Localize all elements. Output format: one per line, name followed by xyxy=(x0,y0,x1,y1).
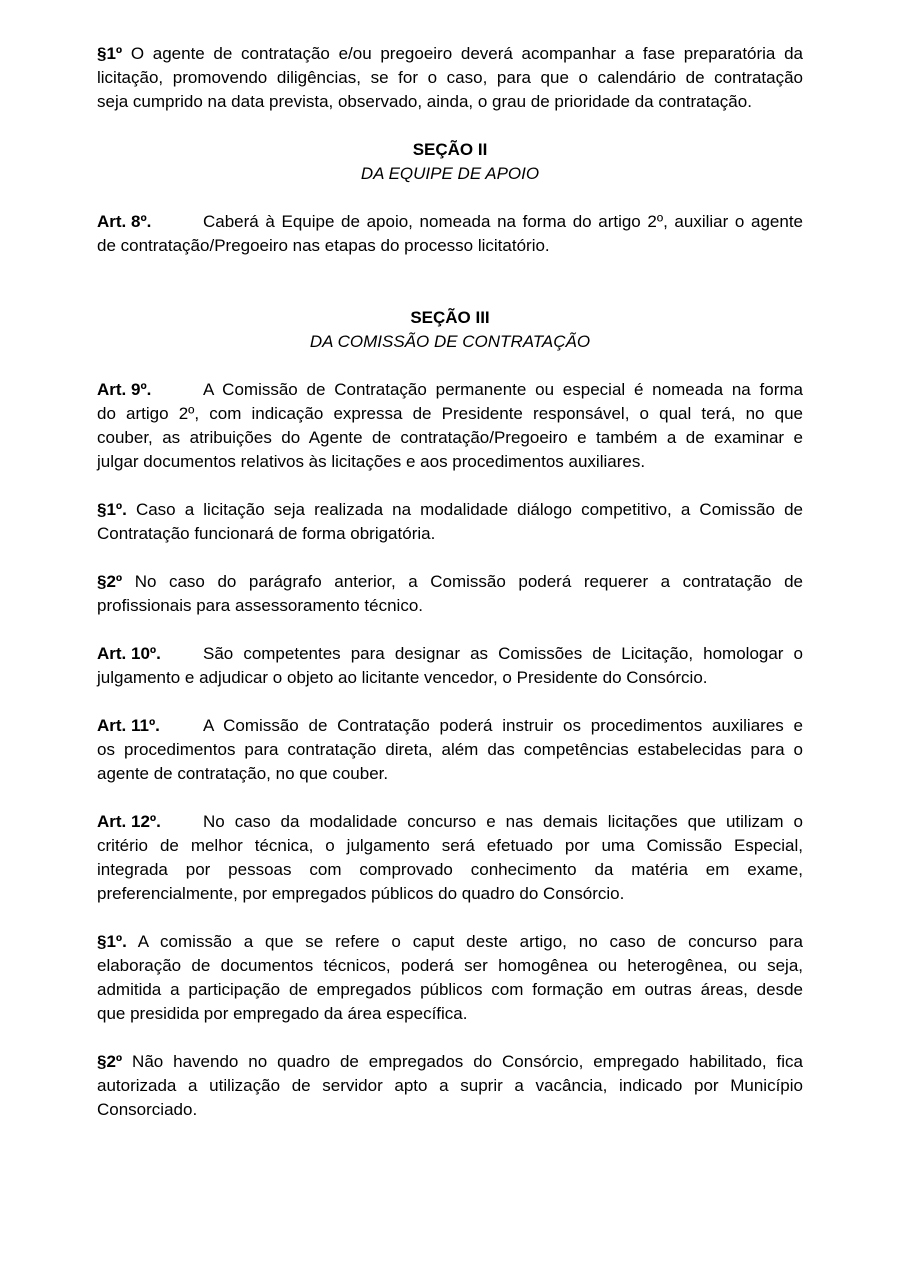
line-text: preferencialmente, por empregados públicos do quadro do Consórcio. xyxy=(97,884,625,903)
line-text: Consorciado. xyxy=(97,1100,198,1119)
text-line xyxy=(97,210,803,234)
paragraph-label: §2º xyxy=(97,1052,123,1071)
text-line xyxy=(97,642,803,666)
line-text: agente de contratação, no que couber. xyxy=(97,764,389,783)
paragraph-label: §1º xyxy=(97,44,123,63)
paragraph-label: §2º xyxy=(97,572,123,591)
line-text: No caso do parágrafo anterior, a Comissão poderá requerer a contratação de xyxy=(134,572,803,591)
text-line xyxy=(97,1002,803,1026)
line-text: No caso da modalidade concurso e nas demais licitações que utilizam o xyxy=(203,812,803,831)
text-line xyxy=(97,498,803,522)
line-text: do artigo 2º, com indicação expressa de Presidente responsável, o qual terá, no que xyxy=(97,404,803,423)
paragraph-label: Art. 8º. xyxy=(97,212,152,231)
text-line xyxy=(97,834,803,858)
paragraph-label: Art. 10º. xyxy=(97,644,161,663)
paragraph-label: §1º. xyxy=(97,500,127,519)
paragraph xyxy=(97,642,803,690)
section-title: SEÇÃO II xyxy=(412,140,488,159)
line-text: admitida a participação de empregados públicos com formação em outras áreas, desde xyxy=(97,980,803,999)
line-text: A comissão a que se refere o caput deste artigo, no caso de concurso para xyxy=(137,932,803,951)
text-line xyxy=(97,738,803,762)
paragraph xyxy=(97,810,803,906)
text-line xyxy=(97,426,803,450)
paragraph xyxy=(97,42,803,114)
text-line xyxy=(97,978,803,1002)
line-text: São competentes para designar as Comissões de Licitação, homologar o xyxy=(203,644,803,663)
paragraph xyxy=(97,378,803,474)
line-text: os procedimentos para contratação direta, além das competências estabelecidas para o xyxy=(97,740,803,759)
text-line xyxy=(97,882,803,906)
text-line xyxy=(97,810,803,834)
text-line xyxy=(97,954,803,978)
text-line xyxy=(97,858,803,882)
text-line xyxy=(97,522,803,546)
line-text: julgamento e adjudicar o objeto ao licitante vencedor, o Presidente do Consórcio. xyxy=(97,668,708,687)
text-line xyxy=(97,1074,803,1098)
line-text: O agente de contratação e/ou pregoeiro deverá acompanhar a fase preparatória da xyxy=(130,44,803,63)
text-line xyxy=(97,234,803,258)
line-text: seja cumprido na data prevista, observado, ainda, o grau de prioridade da contratação. xyxy=(97,92,752,111)
paragraph xyxy=(97,1050,803,1122)
line-text: autorizada a utilização de servidor apto a suprir a vacância, indicado por Município xyxy=(97,1076,803,1095)
line-text: A Comissão de Contratação poderá instruir os procedimentos auxiliares e xyxy=(203,716,803,735)
paragraph-label: Art. 9º. xyxy=(97,380,152,399)
paragraph xyxy=(97,930,803,1026)
line-text: integrada por pessoas com comprovado conhecimento da matéria em exame, xyxy=(97,860,803,879)
paragraph xyxy=(97,570,803,618)
line-text: julgar documentos relativos às licitações e aos procedimentos auxiliares. xyxy=(97,452,646,471)
text-line xyxy=(97,594,803,618)
text-line xyxy=(97,570,803,594)
text-line xyxy=(97,1098,803,1122)
text-line xyxy=(97,378,803,402)
line-text: licitação, promovendo diligências, se for o caso, para que o calendário de contratação xyxy=(97,68,803,87)
text-line xyxy=(97,402,803,426)
paragraph xyxy=(97,498,803,546)
section-title: SEÇÃO III xyxy=(410,308,490,327)
paragraph-label: Art. 12º. xyxy=(97,812,161,831)
document-page xyxy=(97,42,803,1146)
section-subtitle: DA COMISSÃO DE CONTRATAÇÃO xyxy=(309,332,591,351)
line-text: de contratação/Pregoeiro nas etapas do processo licitatório. xyxy=(97,236,550,255)
line-text: Caberá à Equipe de apoio, nomeada na forma do artigo 2º, auxiliar o agente xyxy=(203,212,803,231)
line-text: que presidida por empregado da área específica. xyxy=(97,1004,468,1023)
text-line xyxy=(97,90,803,114)
line-text: Não havendo no quadro de empregados do Consórcio, empregado habilitado, fica xyxy=(132,1052,803,1071)
paragraph xyxy=(97,210,803,258)
line-text: couber, as atribuições do Agente de contratação/Pregoeiro e também a de examinar e xyxy=(97,428,803,447)
text-line xyxy=(97,930,803,954)
section-heading xyxy=(97,306,803,354)
paragraph xyxy=(97,714,803,786)
line-text: Contratação funcionará de forma obrigatória. xyxy=(97,524,436,543)
line-text: critério de melhor técnica, o julgamento será efetuado por uma Comissão Especial, xyxy=(97,836,803,855)
line-text: Caso a licitação seja realizada na modalidade diálogo competitivo, a Comissão de xyxy=(135,500,803,519)
line-text: profissionais para assessoramento técnico. xyxy=(97,596,423,615)
paragraph-label: Art. 11º. xyxy=(97,716,160,735)
text-line xyxy=(97,1050,803,1074)
text-line xyxy=(97,450,803,474)
text-line xyxy=(97,42,803,66)
text-line xyxy=(97,666,803,690)
text-line xyxy=(97,762,803,786)
text-line xyxy=(97,714,803,738)
paragraph-label: §1º. xyxy=(97,932,127,951)
section-heading xyxy=(97,138,803,186)
line-text: A Comissão de Contratação permanente ou especial é nomeada na forma xyxy=(203,380,803,399)
text-line xyxy=(97,66,803,90)
line-text: elaboração de documentos técnicos, poderá ser homogênea ou heterogênea, ou seja, xyxy=(97,956,803,975)
section-subtitle: DA EQUIPE DE APOIO xyxy=(360,164,540,183)
